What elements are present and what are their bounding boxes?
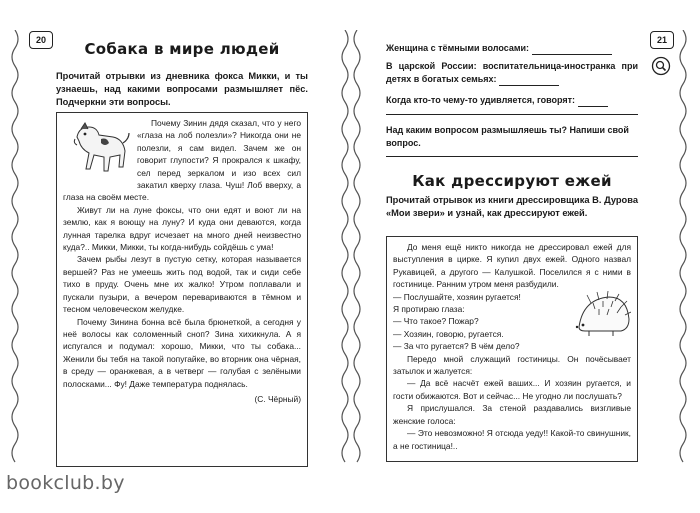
durov-line-3: Я протираю глаза: — [393, 304, 465, 315]
question-3 — [386, 94, 638, 107]
answer-line-2[interactable] — [499, 75, 559, 86]
left-page — [56, 0, 308, 470]
durov-line-4: — Что такое? Пожар? — [393, 316, 479, 327]
fox-terrier-dog-illustration — [63, 117, 131, 183]
diary-paragraph-3: Зачем рыбы лезут в пустую сетку, которая называется вершей? Раз не умеешь жить под водой, так и сиди себе тихо в пруду. Очень мне их жалко! Утром поплавали и пускали пузыри, а вечером перевариваются в тёмном и тесном человеческом желудке. — [63, 254, 301, 315]
author-name: (С. Чёрный) — [254, 393, 301, 404]
question-1 — [386, 42, 638, 55]
diary-paragraph-1: Почему Зинин дядя сказал, что у него «глаза на лоб полезли»? Никогда они не полезли, я сам видел. Зачем же он говорит глупости? Я прокрался к шкафу, сел перед зеркалом и изо всех сил закатил кверху глаза. Чуш! Лоб вверху, а глаза на своём месте. — [63, 118, 301, 203]
durov-paragraph-9: Я прислушался. За стеной раздавались визгливые женские голоса: — [393, 403, 631, 426]
hedgehog-illustration — [573, 291, 631, 339]
right-task: Прочитай отрывок из книги дрессировщика В. Дурова «Мои звери» и узнай, как дрессируют ежей. — [386, 195, 638, 218]
reflect-question: Над каким вопросом размышляешь ты? Напиши свой вопрос. — [386, 125, 629, 148]
bookclub-watermark: bookclub.by — [6, 472, 125, 494]
page-number-right: 21 — [650, 31, 674, 49]
question-3-text: Когда кто-то чему-то удивляется, говорят: — [386, 95, 576, 105]
question-2 — [386, 60, 638, 86]
question-1-text: Женщина с тёмными волосами: — [386, 43, 530, 53]
durov-line-5: — Хозяин, говорю, ругается. — [393, 328, 504, 339]
right-wavy-border — [676, 30, 690, 470]
durov-line-2: — Послушайте, хозяин ругается! — [393, 291, 521, 302]
durov-paragraph-8: — Да всё насчёт ежей ваших... И хозяин ругается, и гости обижаются. Вот и сейчас... Не угодно ли послушать? — [393, 378, 631, 401]
left-page-title: Собака в мире людей — [84, 40, 280, 58]
durov-paragraph-1: До меня ещё никто никогда не дрессировал ежей для выступления в цирке. Я купил двух ежей. Одного назвал Рукавицей, а другого — Калушкой. Поселился я с ними в гостинице. Ранним утром меня разбудили. — [393, 242, 631, 290]
diary-paragraph-2: Живут ли на луне фоксы, что они едят и воют ли на землю, как я воющу на луну? И куда они деваются, когда лунная тарелка вдруг исчезает на много дней неизвестно куда?.. Микки, Микки, ты когда-нибудь сойдёшь с ума! — [63, 204, 301, 253]
answer-line-3[interactable] — [578, 96, 608, 107]
diary-paragraph-4: Почему Зинина бонна всё была брюнеткой, а сегодня у неё волосы как соломенный сноп? Зина хихикнула. А я испугался и подумал: хорошо, Микки, что ты собака... Женили бы тебя на такой попугайке, во вторник она чёрная, в среду — оранжевая, а в четверг — голубая с зелёными полосками... Фу! Даже температура поднялась. — [63, 316, 301, 389]
center-wavy-border-2 — [350, 30, 364, 470]
durov-line-6: — За что ругается? В чём дело? — [393, 341, 520, 352]
reflect-answer-line[interactable] — [386, 156, 638, 157]
question-2-text: В царской России: воспитательница-иностранка при детях в богатых семьях: — [386, 61, 638, 84]
diary-text-box — [56, 112, 308, 467]
magnifier-icon — [651, 56, 671, 76]
durov-paragraph-7: Передо мной служащий гостиницы. Он почёсывает затылок и жалуется: — [393, 353, 631, 377]
durov-text-box — [386, 236, 638, 462]
answer-line-1[interactable] — [532, 44, 612, 55]
answer-line-3b[interactable] — [386, 114, 638, 115]
left-wavy-border — [8, 30, 22, 470]
right-page — [386, 0, 638, 470]
left-task: Прочитай отрывки из дневника фокса Микки, и ты узнаешь, над какими вопросами размышляет пёс. Подчеркни эти вопросы. — [56, 71, 308, 107]
durov-paragraph-10: — Это невозможно! Я отсюда уеду!! Какой-то свинушник, а не гостиница!.. — [393, 428, 631, 451]
right-page-title: Как дрессируют ежей — [412, 172, 612, 190]
page-number-left: 20 — [29, 31, 53, 49]
